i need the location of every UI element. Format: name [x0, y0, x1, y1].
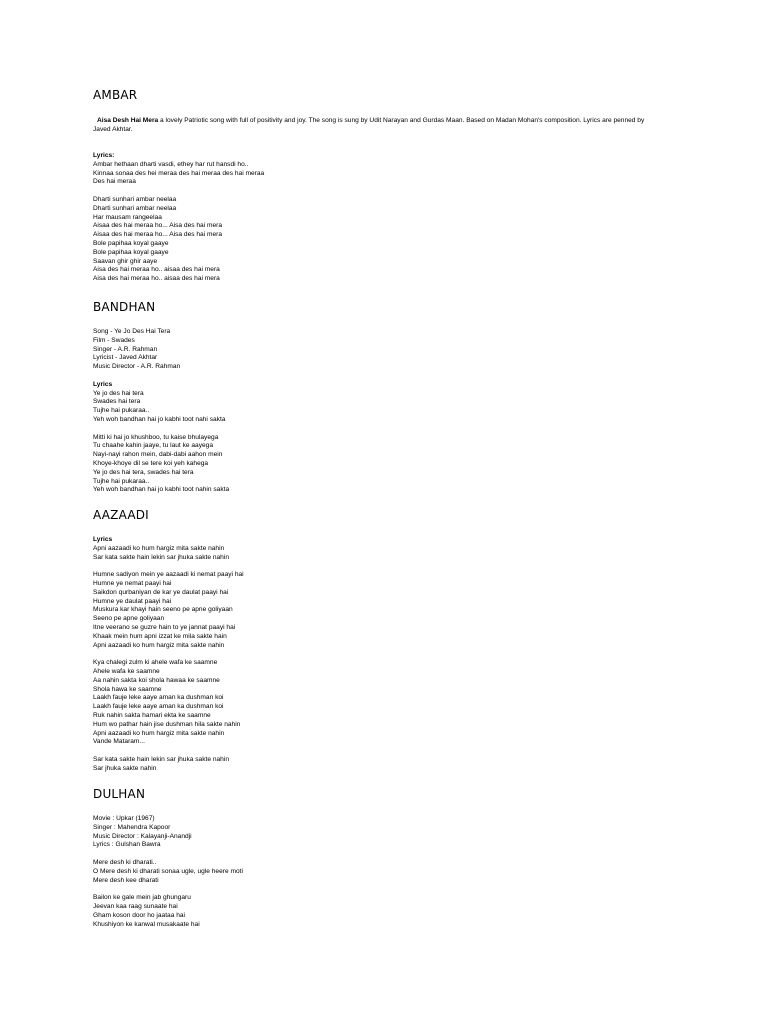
- lyric-line: Tujhe hai pukaraa..: [93, 477, 150, 485]
- lyric-line: Hum wo pathar hain jise dushman hila sakte nahin: [93, 720, 241, 728]
- song-info-line: Singer : Mahendra Kapoor: [93, 823, 171, 831]
- aazaadi-lyrics: [93, 536, 244, 774]
- lyric-line: Muskura kar khayi hain seeno pe apne goliyaan: [93, 606, 233, 614]
- lyric-line: Jeevan kaa raag sunaate hai: [93, 902, 178, 910]
- song-info-line: Movie : Upkar (1967): [93, 815, 155, 822]
- section-title-dulhan: DULHAN: [93, 787, 146, 801]
- song-info-line: Singer - A.R. Rahman: [93, 345, 158, 353]
- song-info-line: Lyrics : Gulshan Bawra: [93, 841, 161, 849]
- bandhan-info: [93, 328, 229, 495]
- lyric-line: Saavan ghir ghir aaye: [93, 257, 158, 265]
- lyric-line: Nayi-nayi rahon mein, dabi-dabi aahon mein: [93, 451, 223, 459]
- lyric-line: Mere desh kee dharati: [93, 876, 159, 884]
- lyric-line: Dharti sunhari ambar neelaa: [93, 195, 177, 203]
- lyrics-label: Lyrics:: [93, 152, 115, 159]
- lyric-line: Aisaa des hai meraa ho... Aisa des hai mera: [93, 222, 223, 230]
- song-info-line: Film - Swades: [93, 336, 135, 344]
- lyric-line: Laakh fauje leke aaye aman ka dushman koi: [93, 694, 224, 702]
- lyric-line: Yeh woh bandhan hai jo kabhi toot nahin sakta: [93, 486, 230, 494]
- lyric-line: Ruk nahin sakta hamari ekta ke saamne: [93, 711, 211, 719]
- stanza-gap: [93, 187, 264, 196]
- lyric-line: Dharti sunhari ambar neelaa: [93, 204, 177, 212]
- lyric-line: Khoye-khoye dil se tere koi yeh kahega: [93, 459, 209, 467]
- lyrics-label: Lyrics: [93, 380, 113, 388]
- lyric-line: Ahele wafa ke saamne: [93, 667, 160, 675]
- song-info-line: Music Director : Kalayanji-Anandji: [93, 832, 192, 840]
- lyric-line: Laakh fauje leke aaye aman ka dushman koi: [93, 703, 224, 711]
- lyric-line: Mitti ki hai jo khushboo, tu kaise bhulayega: [93, 433, 219, 441]
- lyric-line: Har mausam rangeelaa: [93, 213, 162, 221]
- lyric-line: Apni aazaadi ko hum hargiz mita sakte nahin: [93, 641, 225, 649]
- song-info-line: Music Director - A.R. Rahman: [93, 363, 181, 371]
- lyric-line: Sar kata sakte hain lekin sar jhuka sakte nahin: [93, 553, 229, 561]
- lyric-line: Bailon ke gale mein jab ghungaru: [93, 894, 191, 902]
- lyric-line: Gham koson door ho jaataa hai: [93, 911, 186, 919]
- lyrics-label: Lyrics: [93, 536, 113, 543]
- ambar-song-name: Aisa Desh Hai Mera: [97, 117, 159, 124]
- stanza-gap: [93, 425, 229, 434]
- lyric-line: Ye jo des hai tera, swades hai tera: [93, 468, 194, 476]
- lyric-line: Khushiyon ke kanwal musakaate hai: [93, 920, 200, 928]
- lyric-line: Aa nahin sakta koi shola hawaa ke saamne: [93, 676, 220, 684]
- section-title-ambar: AMBAR: [93, 88, 138, 102]
- lyric-line: Aisa des hai meraa ho.. aisaa des hai mera: [93, 275, 220, 283]
- lyric-line: Ambar hethaan dharti vasdi, ethey har rut hansdi ho..: [93, 160, 249, 168]
- lyric-line: Yeh woh bandhan hai jo kabhi toot nahi sakta: [93, 415, 226, 423]
- song-info-line: Lyricist - Javed Akhtar: [93, 354, 158, 362]
- lyric-line: Aisaa des hai meraa ho... Aisa des hai mera: [93, 231, 223, 239]
- lyric-line: Ye jo des hai tera: [93, 389, 144, 397]
- lyric-line: Bole papihaa koyal gaaye: [93, 248, 169, 256]
- stanza-gap: [93, 372, 229, 381]
- lyric-line: Humne sadiyon mein ye aazaadi ki nemat paayi hai: [93, 571, 244, 579]
- lyric-line: Humne ye nemat paayi hai: [93, 579, 172, 587]
- stanza-gap: [93, 650, 244, 659]
- lyric-line: Mere desh ki dharati..: [93, 858, 157, 866]
- ambar-intro-text: a lovely Patriotic song with full of positivity and joy. The song is sung by Udit Narayan and Gurdas Maan. Based on Madan Mohan's composition. Lyrics are penned by Javed Akhtar.: [93, 117, 645, 133]
- section-title-bandhan: BANDHAN: [93, 300, 156, 314]
- section-title-aazaadi: AAZAADI: [93, 508, 149, 522]
- lyric-line: Itne veerano se guzre hain to ye jannat paayi hai: [93, 623, 236, 631]
- lyric-line: Shola hawa ke saamne: [93, 685, 162, 693]
- lyric-line: Bole papihaa koyal gaaye: [93, 239, 169, 247]
- song-info-line: Song - Ye Jo Des Hai Tera: [93, 328, 171, 335]
- ambar-intro: [93, 117, 658, 135]
- lyric-line: Seeno pe apne goliyaan: [93, 615, 165, 623]
- stanza-gap: [93, 747, 244, 756]
- lyric-line: Vande Mataram...: [93, 738, 145, 746]
- lyric-line: Aisa des hai meraa ho.. aisaa des hai mera: [93, 266, 220, 274]
- lyric-line: O Mere desh ki dharati sonaa ugle, ugle heere moti: [93, 867, 243, 875]
- stanza-gap: [93, 562, 244, 571]
- lyric-line: Des hai meraa: [93, 178, 136, 186]
- lyric-line: Swades hai tera: [93, 398, 141, 406]
- dulhan-lyrics: [93, 815, 243, 929]
- lyric-line: Apni aazaadi ko hum hargiz mita sakte nahin: [93, 729, 225, 737]
- lyric-line: Kinnaa sonaa des hei meraa des hai meraa des hai meraa: [93, 169, 265, 177]
- lyric-line: Sar kata sakte hain lekin sar jhuka sakte nahin: [93, 755, 229, 763]
- lyric-line: Khaak mein hum apni izzat ke mila sakte hain: [93, 632, 227, 640]
- lyric-line: Tu chaahe kahin jaaye, tu laut ke aayega: [93, 442, 213, 450]
- lyric-line: Sar jhuka sakte nahin: [93, 764, 157, 772]
- lyric-line: Saikdon qurbaniyan de kar ye daulat paayi hai: [93, 588, 229, 596]
- lyric-line: Apni aazaadi ko hum hargiz mita sakte nahin: [93, 544, 225, 552]
- stanza-gap: [93, 850, 243, 859]
- stanza-gap: [93, 885, 243, 894]
- lyric-line: Humne ye daulat paayi hai: [93, 597, 172, 605]
- lyric-line: Tujhe hai pukaraa..: [93, 407, 150, 415]
- lyric-line: Kya chalegi zulm ki ahele wafa ke saamne: [93, 659, 218, 667]
- ambar-lyrics: [93, 152, 264, 284]
